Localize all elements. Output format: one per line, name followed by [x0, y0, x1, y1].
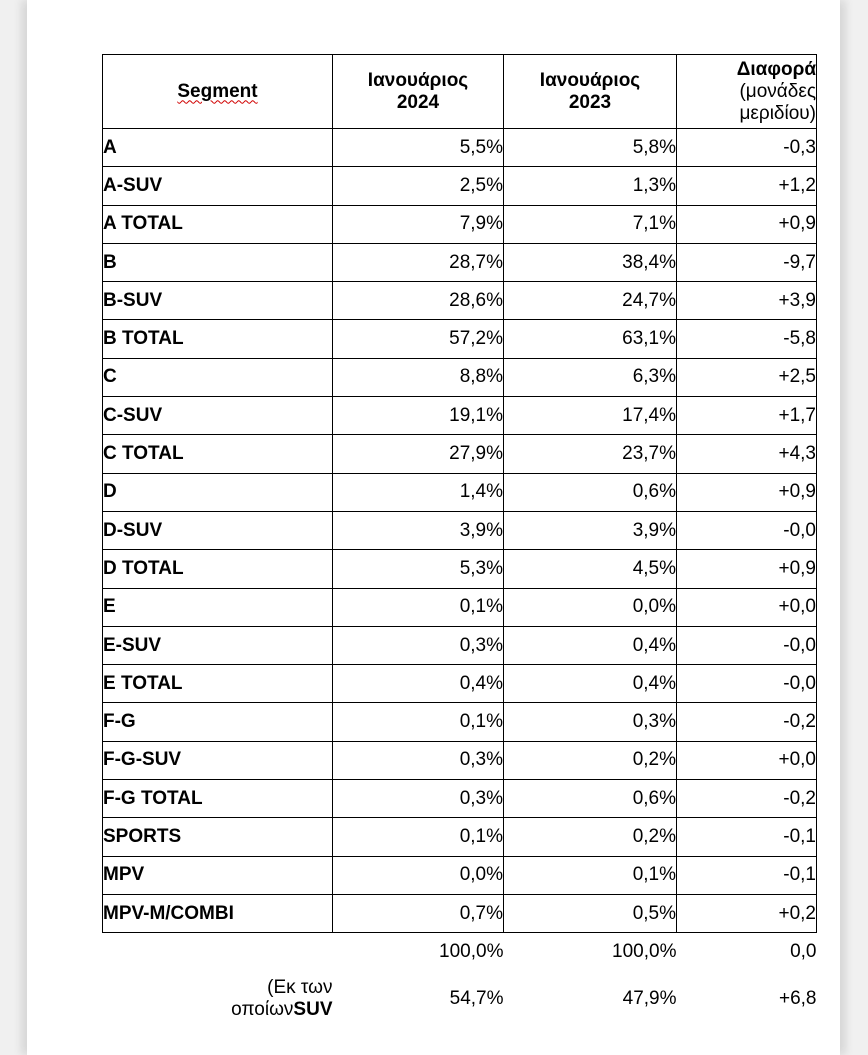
total-label-cell [103, 933, 333, 971]
diff-cell: -0,0 [677, 626, 817, 664]
jan2023-cell: 7,1% [504, 205, 677, 243]
jan2023-cell: 0,6% [504, 473, 677, 511]
jan2023-cell: 6,3% [504, 358, 677, 396]
segment-cell: F-G [103, 703, 333, 741]
diff-cell: +0,2 [677, 894, 817, 932]
jan2023-cell: 0,2% [504, 741, 677, 779]
segment-cell: B [103, 243, 333, 281]
segment-cell: D TOTAL [103, 550, 333, 588]
suv-row [103, 971, 817, 1027]
jan2023-cell: 5,8% [504, 129, 677, 167]
jan2024-cell: 0,1% [333, 703, 504, 741]
diff-cell: -0,0 [677, 665, 817, 703]
diff-cell: +4,3 [677, 435, 817, 473]
diff-cell: -0,1 [677, 818, 817, 856]
segment-cell: A [103, 129, 333, 167]
document-page [27, 0, 840, 1055]
jan2023-cell: 0,2% [504, 818, 677, 856]
jan2023-cell: 0,4% [504, 665, 677, 703]
jan2024-cell: 27,9% [333, 435, 504, 473]
diff-cell: +0,9 [677, 550, 817, 588]
table-row [103, 511, 817, 549]
header-jan-2023: Ιανουάριος 2023 [504, 55, 677, 129]
header-difference: Διαφορά (μονάδες μεριδίου) [677, 55, 817, 129]
jan2023-cell: 63,1% [504, 320, 677, 358]
table-row [103, 665, 817, 703]
jan2024-cell: 8,8% [333, 358, 504, 396]
total-row [103, 933, 817, 971]
segment-cell: SPORTS [103, 818, 333, 856]
diff-cell: +0,9 [677, 473, 817, 511]
jan2024-cell: 0,7% [333, 894, 504, 932]
suv-label: (Εκ των οποίωνSUV [231, 977, 333, 1021]
jan2024-cell: 0,3% [333, 741, 504, 779]
segment-cell: MPV [103, 856, 333, 894]
segment-cell: F-G TOTAL [103, 780, 333, 818]
diff-cell: +0,0 [677, 588, 817, 626]
diff-cell: -0,1 [677, 856, 817, 894]
segment-share-table [102, 54, 817, 1027]
segment-cell: D-SUV [103, 511, 333, 549]
jan2023-cell: 0,1% [504, 856, 677, 894]
diff-cell: +0,9 [677, 205, 817, 243]
jan2024-cell: 19,1% [333, 397, 504, 435]
segment-cell: A TOTAL [103, 205, 333, 243]
segment-cell: D [103, 473, 333, 511]
table-row [103, 205, 817, 243]
table-row [103, 780, 817, 818]
jan2024-cell: 0,3% [333, 626, 504, 664]
table-row [103, 626, 817, 664]
segment-cell: MPV-M/COMBI [103, 894, 333, 932]
jan2023-cell: 3,9% [504, 511, 677, 549]
jan2024-cell: 0,0% [333, 856, 504, 894]
jan2024-cell: 0,1% [333, 818, 504, 856]
total-jan2023: 100,0% [612, 941, 677, 963]
jan2024-cell: 5,5% [333, 129, 504, 167]
total-jan2024: 100,0% [439, 941, 504, 963]
table-row [103, 741, 817, 779]
table-row [103, 894, 817, 932]
diff-cell: +1,2 [677, 167, 817, 205]
jan2024-cell: 28,7% [333, 243, 504, 281]
jan2023-cell: 0,6% [504, 780, 677, 818]
jan2023-cell: 24,7% [504, 282, 677, 320]
table-row [103, 435, 817, 473]
table-row [103, 703, 817, 741]
segment-cell: B-SUV [103, 282, 333, 320]
diff-cell: +3,9 [677, 282, 817, 320]
jan2023-cell: 0,4% [504, 626, 677, 664]
table-row [103, 397, 817, 435]
table-row [103, 856, 817, 894]
header-jan-2024: Ιανουάριος 2024 [333, 55, 504, 129]
jan2023-cell: 4,5% [504, 550, 677, 588]
total-diff: 0,0 [790, 941, 817, 963]
segment-cell: C-SUV [103, 397, 333, 435]
jan2024-cell: 0,4% [333, 665, 504, 703]
jan2024-cell: 5,3% [333, 550, 504, 588]
jan2023-cell: 17,4% [504, 397, 677, 435]
jan2023-cell: 1,3% [504, 167, 677, 205]
diff-cell: -0,2 [677, 780, 817, 818]
diff-cell: -0,3 [677, 129, 817, 167]
jan2024-cell: 1,4% [333, 473, 504, 511]
table-row [103, 129, 817, 167]
table-row [103, 282, 817, 320]
jan2023-cell: 0,3% [504, 703, 677, 741]
segment-cell: A-SUV [103, 167, 333, 205]
jan2024-cell: 0,1% [333, 588, 504, 626]
jan2024-cell: 2,5% [333, 167, 504, 205]
segment-cell: C [103, 358, 333, 396]
table-row [103, 818, 817, 856]
segment-cell: F-G-SUV [103, 741, 333, 779]
table-row [103, 358, 817, 396]
segment-cell: C TOTAL [103, 435, 333, 473]
segment-cell: E [103, 588, 333, 626]
jan2023-cell: 0,0% [504, 588, 677, 626]
segment-cell: B TOTAL [103, 320, 333, 358]
diff-cell: +1,7 [677, 397, 817, 435]
jan2024-cell: 7,9% [333, 205, 504, 243]
table-row [103, 588, 817, 626]
header-row [103, 55, 817, 129]
segment-cell: E-SUV [103, 626, 333, 664]
jan2024-cell: 0,3% [333, 780, 504, 818]
jan2023-cell: 38,4% [504, 243, 677, 281]
diff-cell: +0,0 [677, 741, 817, 779]
jan2023-cell: 0,5% [504, 894, 677, 932]
diff-cell: -0,0 [677, 511, 817, 549]
table-row [103, 243, 817, 281]
segment-cell: E TOTAL [103, 665, 333, 703]
diff-cell: +2,5 [677, 358, 817, 396]
suv-jan2023: 47,9% [622, 988, 677, 1010]
diff-cell: -5,8 [677, 320, 817, 358]
diff-cell: -9,7 [677, 243, 817, 281]
table-row [103, 550, 817, 588]
suv-diff: +6,8 [778, 988, 817, 1010]
jan2024-cell: 28,6% [333, 282, 504, 320]
table-row [103, 320, 817, 358]
header-segment: Segment [103, 55, 333, 129]
jan2023-cell: 23,7% [504, 435, 677, 473]
suv-jan2024: 54,7% [449, 988, 504, 1010]
jan2024-cell: 57,2% [333, 320, 504, 358]
diff-cell: -0,2 [677, 703, 817, 741]
table-row [103, 473, 817, 511]
table-row [103, 167, 817, 205]
jan2024-cell: 3,9% [333, 511, 504, 549]
